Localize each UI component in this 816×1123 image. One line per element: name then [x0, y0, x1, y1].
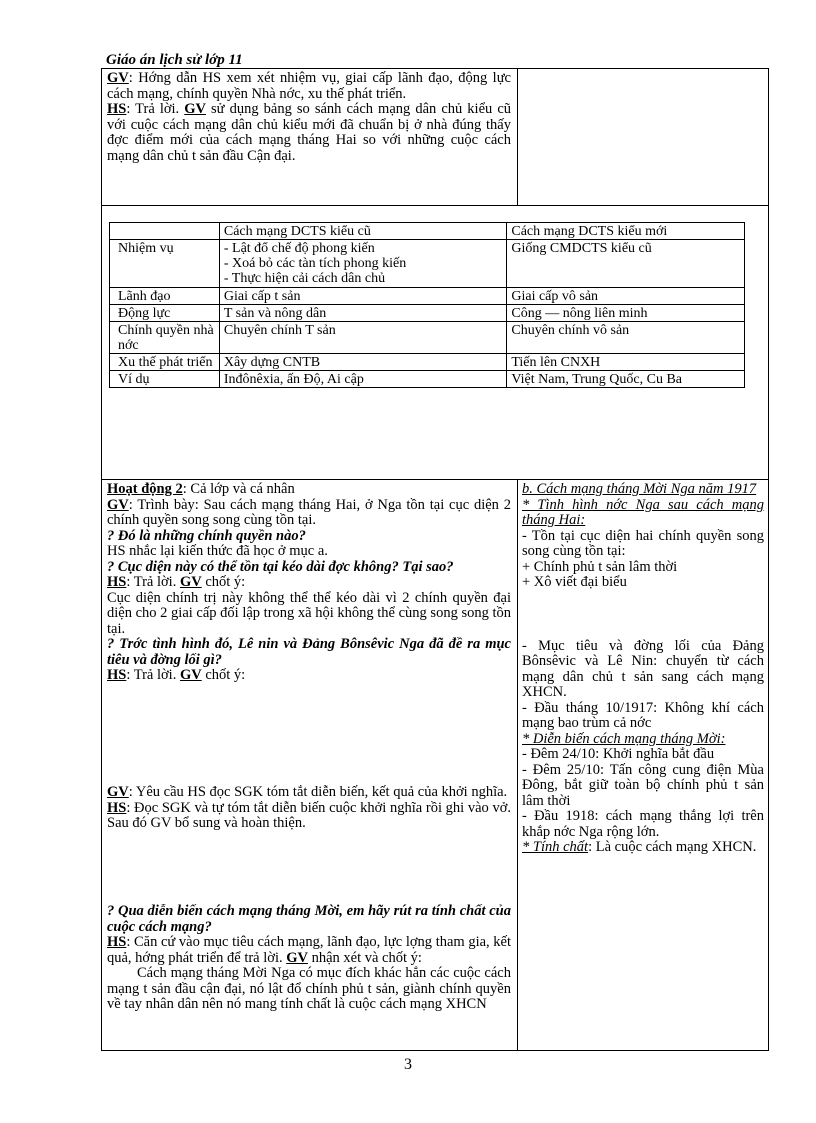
- header-cell: Cách mạng DCTS kiểu mới: [507, 223, 745, 240]
- gv-text-1: : Trình bày: Sau cách mạng tháng Hai, ở Nga tồn tại cục diện 2 chính quyền song song cùng tồn tại.: [107, 496, 511, 528]
- gv-label: GV: [179, 574, 202, 590]
- bottom-left-text-2: [107, 785, 511, 832]
- hs-label: HS: [107, 934, 127, 950]
- subheading-2: * Diễn biến cách mạng tháng Mời:: [522, 730, 726, 747]
- row-label: Ví dụ: [110, 371, 220, 388]
- comparison-table: [109, 222, 745, 388]
- row-new: Công — nông liên minh: [507, 305, 745, 322]
- right-item: + Xô viết đại biểu: [522, 574, 627, 590]
- paragraph-2: Cách mạng tháng Mời Nga có mục đích khác hẳn các cuộc cách mạng t sản đầu cận đại, nó lật đổ chính phủ t sản, giành chính quyền về tay nhân dân nên nó mang tính chất là cuộc cách mạng XHCN: [107, 965, 511, 1012]
- header-cell: [110, 223, 220, 240]
- top-line2b: sử dụng bảng so sánh cách mạng dân chủ kiểu cũ với cuộc cách mạng dân chủ kiểu mới đã chuẩn bị ở nhà đúng thấy đợc điểm mới của cách mạng tháng Hai so với những cuộc cách mạng dân chủ t sản đầu Cận đại.: [107, 101, 512, 164]
- right-item: - Đêm 24/10: Khởi nghĩa bắt đầu: [522, 746, 715, 762]
- row-new: Việt Nam, Trung Quốc, Cu Ba: [507, 371, 745, 388]
- hs-label: HS: [107, 799, 127, 816]
- row-old: - Lật đổ chế độ phong kiến - Xoá bỏ các tàn tích phong kiến - Thực hiện cải cách dân chủ: [219, 240, 507, 288]
- table-row: [110, 240, 745, 288]
- header-cell: Cách mạng DCTS kiểu cũ: [219, 223, 507, 240]
- gv-label: GV: [107, 784, 129, 800]
- hs-text-4: : Đọc SGK và tự tóm tắt diễn biến cuộc khởi nghĩa rồi ghi vào vở. Sau đó GV bổ sung và hoàn thiện.: [107, 799, 511, 831]
- gv-label: GV: [286, 949, 308, 966]
- table-row: [110, 371, 745, 388]
- table-header-row: [110, 223, 745, 240]
- bottom-divider: [517, 479, 518, 1051]
- right-item: : Là cuộc cách mạng XHCN.: [588, 839, 757, 855]
- right-item: - Đêm 25/10: Tấn công cung điện Mùa Đông, bắt giữ toàn bộ chính phủ t sản lâm thời: [522, 761, 764, 809]
- top-line1: : Hớng dẫn HS xem xét nhiệm vụ, giai cấp lãnh đạo, động lực cách mạng, chính quyền Nhà nớc, xu thế phát triển.: [107, 70, 511, 102]
- row-old: Inđônêxia, ấn Độ, Ai cập: [219, 371, 507, 388]
- top-line2a: : Trả lời.: [126, 101, 185, 117]
- paragraph-1: Cục diện chính trị này không thể thể kéo dài vì 2 chính quyền đại diện cho 2 giai cấp đối lập trong xã hội không thể cùng song song tồn tại.: [107, 589, 511, 637]
- row-old: Xây dựng CNTB: [219, 354, 507, 371]
- table-row: [110, 288, 745, 305]
- gv-label-2: GV: [184, 101, 206, 117]
- gv-label: GV: [179, 667, 202, 683]
- hs-text-3b: chốt ý:: [201, 667, 246, 683]
- hs-label: HS: [107, 667, 127, 683]
- page-number: 3: [404, 1056, 412, 1073]
- question-2: ? Cục diện này có thể tồn tại kéo dài đợc không? Tại sao?: [107, 558, 454, 575]
- hs-text-5a: : Căn cứ vào mục tiêu cách mạng, lãnh đạo, lực lợng tham gia, kết quả, hớng phát triển để trả lời.: [107, 934, 511, 966]
- subheading-3: * Tính chất: [522, 839, 589, 855]
- hs-text-5b: nhận xét và chốt ý:: [307, 949, 422, 966]
- gv-text-2: : Yêu cầu HS đọc SGK tóm tắt diễn biến, kết quả của khởi nghĩa.: [128, 784, 508, 800]
- bottom-left-text: [107, 482, 511, 684]
- question-4: ? Qua diễn biến cách mạng tháng Mời, em hãy rút ra tính chất của cuộc cách mạng?: [107, 903, 511, 935]
- table-row: [110, 354, 745, 371]
- hs-label: HS: [107, 101, 127, 117]
- question-3: ? Trớc tình hình đó, Lê nin và Đảng Bônsêvic Nga đã đề ra mục tiêu và đờng lối gì?: [107, 636, 511, 668]
- row-old: Chuyên chính T sản: [219, 322, 507, 354]
- page-header: Giáo án lịch sử lớp 11: [106, 52, 616, 69]
- hs-text-2a: : Trả lời.: [126, 574, 180, 590]
- table-row: [110, 305, 745, 322]
- hs-text-2b: chốt ý:: [201, 574, 246, 590]
- row-new: Tiến lên CNXH: [507, 354, 745, 371]
- right-item: - Mục tiêu và đờng lối của Đảng Bônsêvic và Lê Nin: chuyển từ cách mạng dân chủ t sản sang cách mạng XHCN.: [522, 637, 764, 700]
- activity-label: Hoạt động 2: [107, 481, 183, 497]
- activity-rest: : Cả lớp và cá nhân: [182, 481, 295, 497]
- top-divider: [517, 68, 518, 206]
- bottom-left-text-3: [107, 904, 511, 1013]
- gv-label: GV: [107, 70, 129, 86]
- row-new: Giai cấp vô sản: [507, 288, 745, 305]
- right-item: - Đầu 1918: cách mạng thắng lợi trên khắp nớc Nga rộng lớn.: [522, 808, 764, 840]
- row-new: Chuyên chính vô sản: [507, 322, 745, 354]
- gv-label: GV: [107, 496, 129, 513]
- section-b-title: b. Cách mạng tháng Mời Nga năm 1917: [522, 481, 757, 497]
- row-old: T sản và nông dân: [219, 305, 507, 322]
- hs-text-1: HS nhắc lại kiến thức đã học ở mục a.: [107, 543, 328, 559]
- right-item: + Chính phủ t sản lâm thời: [522, 558, 678, 575]
- question-1: ? Đó là những chính quyền nào?: [107, 527, 306, 544]
- top-left-text: [107, 71, 511, 164]
- subheading-1: * Tình hình nớc Nga sau cách mạng tháng Hai:: [522, 496, 764, 528]
- row-label: Động lực: [110, 305, 220, 322]
- table-row: [110, 322, 745, 354]
- row-label: Chính quyền nhà nớc: [110, 322, 220, 354]
- row-label: Lãnh đạo: [110, 288, 220, 305]
- row-old: Giai cấp t sản: [219, 288, 507, 305]
- bottom-right-text: [522, 482, 764, 856]
- right-item: - Đầu tháng 10/1917: Không khí cách mạng bao trùm cả nớc: [522, 699, 764, 731]
- right-item: - Tồn tại cục diện hai chính quyền song song cùng tồn tại:: [522, 527, 764, 559]
- row-new: Giống CMDCTS kiểu cũ: [507, 240, 745, 288]
- hs-label: HS: [107, 574, 127, 590]
- hs-text-3a: : Trả lời.: [126, 667, 180, 683]
- row-label: Nhiệm vụ: [110, 240, 220, 288]
- row-label: Xu thế phát triển: [110, 354, 220, 371]
